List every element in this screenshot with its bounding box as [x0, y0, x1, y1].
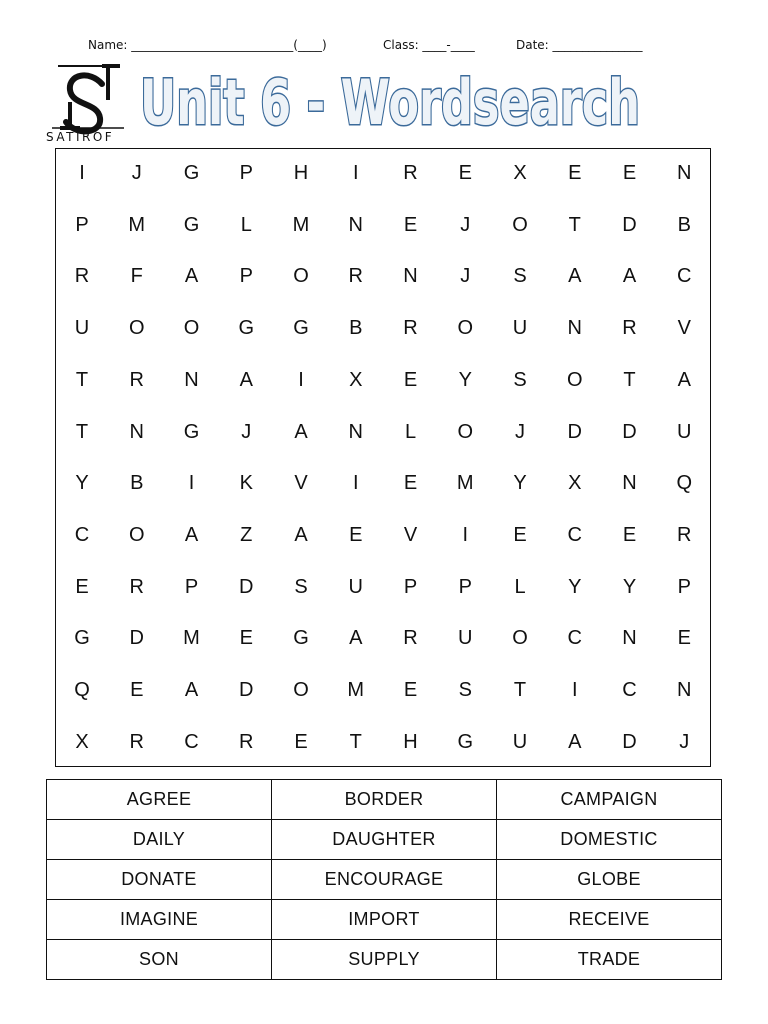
grid-letter[interactable]: O [457, 317, 474, 340]
word-list-item: SON [47, 940, 272, 980]
grid-letter[interactable]: O [566, 368, 583, 391]
grid-letter[interactable]: T [75, 420, 89, 443]
grid-letter[interactable]: P [184, 575, 199, 598]
grid-letter[interactable]: A [184, 679, 199, 701]
grid-letter[interactable]: E [75, 575, 89, 598]
grid-letter[interactable]: E [568, 162, 582, 184]
grid-letter[interactable]: Z [240, 523, 253, 546]
grid-letter[interactable]: X [513, 162, 527, 184]
grid-letter[interactable]: I [352, 162, 359, 184]
grid-letter[interactable]: E [622, 162, 637, 184]
grid-letter[interactable]: A [239, 368, 253, 391]
grid-letter[interactable]: E [294, 730, 308, 753]
grid-letter[interactable]: N [348, 213, 363, 236]
grid-letter[interactable]: O [512, 213, 528, 236]
grid-letter[interactable]: E [130, 679, 144, 701]
grid-letter[interactable]: X [568, 472, 582, 495]
grid-letter[interactable]: G [457, 730, 474, 753]
grid-letter[interactable]: A [568, 265, 582, 288]
grid-letter[interactable]: D [622, 730, 637, 753]
grid-letter[interactable]: P [677, 575, 691, 598]
word-list-item: ENCOURAGE [272, 860, 497, 900]
grid-letter[interactable]: N [403, 265, 418, 288]
grid-letter[interactable]: O [457, 420, 474, 443]
grid-letter[interactable]: A [294, 523, 308, 546]
grid-letter[interactable]: J [515, 420, 525, 443]
grid-letter[interactable]: L [514, 575, 526, 598]
grid-letter[interactable]: A [184, 523, 199, 546]
grid-letter[interactable]: U [677, 420, 692, 443]
grid-letter[interactable]: D [129, 627, 144, 650]
grid-letter[interactable]: S [513, 265, 527, 288]
grid-letter[interactable]: E [513, 523, 527, 546]
grid-letter[interactable]: N [677, 162, 692, 184]
grid-letter[interactable]: N [622, 472, 637, 495]
page-title [136, 62, 656, 142]
grid-letter[interactable]: G [183, 420, 200, 443]
grid-letter[interactable]: R [403, 627, 418, 650]
grid-letter[interactable]: G [293, 627, 309, 650]
grid-letter[interactable]: E [403, 213, 418, 236]
word-list-row [47, 820, 722, 860]
word-list-item: IMPORT [272, 900, 497, 940]
grid-letter[interactable]: D [239, 575, 254, 598]
grid-letter[interactable]: T [568, 213, 581, 236]
word-list-table [46, 779, 722, 980]
wordsearch-grid [55, 148, 711, 767]
word-list-item: CAMPAIGN [497, 780, 722, 820]
grid-letter[interactable]: R [74, 265, 90, 288]
grid-letter[interactable]: P [458, 575, 472, 598]
grid-letter[interactable]: M [347, 679, 365, 701]
grid-letter[interactable]: V [403, 523, 418, 546]
grid-letter[interactable]: A [677, 368, 691, 391]
logo-caption: SATIROF [46, 130, 115, 144]
grid-letter[interactable]: I [352, 472, 359, 495]
grid-letter[interactable]: D [622, 213, 637, 236]
word-list-row [47, 900, 722, 940]
grid-letter[interactable]: U [512, 317, 528, 340]
grid-letter[interactable]: D [239, 679, 254, 701]
grid-letter[interactable]: O [128, 317, 145, 340]
grid-letter[interactable]: H [403, 730, 418, 753]
grid-letter[interactable]: R [677, 523, 692, 546]
grid-letter[interactable]: E [239, 627, 253, 650]
grid-letter[interactable]: M [128, 213, 146, 236]
grid-letter[interactable]: V [677, 317, 691, 340]
grid-letter[interactable]: O [293, 679, 309, 701]
name-field-label: Name: ___________________________(____) [88, 38, 327, 52]
word-list-item: RECEIVE [497, 900, 722, 940]
grid-letter[interactable]: E [677, 627, 691, 650]
grid-letter[interactable]: L [240, 213, 252, 236]
class-field-label: Class: ____-____ [383, 38, 475, 52]
grid-letter[interactable]: R [622, 317, 637, 340]
date-field-label: Date: _______________ [516, 38, 643, 52]
grid-letter[interactable]: E [403, 368, 418, 391]
grid-letter[interactable]: M [292, 213, 310, 236]
grid-letter[interactable]: H [293, 162, 309, 184]
grid-letter[interactable]: B [349, 317, 363, 340]
grid-letter[interactable]: E [403, 472, 418, 495]
word-list-item: DOMESTIC [497, 820, 722, 860]
word-list-item: SUPPLY [272, 940, 497, 980]
grid-letter[interactable]: L [404, 420, 417, 443]
grid-letter[interactable]: A [294, 420, 308, 443]
word-list-item: DAILY [47, 820, 272, 860]
grid-letter[interactable]: I [462, 523, 469, 546]
grid-letter[interactable]: T [513, 679, 527, 701]
word-list-row [47, 860, 722, 900]
grid-letter[interactable]: N [677, 679, 692, 701]
grid-letter[interactable]: B [130, 472, 144, 495]
student-info-header [88, 38, 688, 58]
grid-letter[interactable]: U [74, 317, 90, 340]
grid-letter[interactable]: E [458, 162, 472, 184]
grid-letter[interactable]: E [349, 523, 363, 546]
grid-letter[interactable]: R [239, 730, 254, 753]
grid-letter[interactable]: P [239, 265, 253, 288]
grid-letter[interactable]: C [567, 627, 582, 650]
grid-letter[interactable]: F [130, 265, 143, 288]
word-list-item: DAUGHTER [272, 820, 497, 860]
word-list-item: BORDER [272, 780, 497, 820]
grid-letter[interactable]: T [349, 730, 362, 753]
grid-letter[interactable]: Q [676, 472, 693, 495]
grid-letter[interactable]: A [349, 627, 363, 650]
grid-letter[interactable]: M [456, 472, 474, 495]
grid-letter[interactable]: R [129, 575, 144, 598]
grid-letter[interactable]: S [294, 575, 308, 598]
grid-letter[interactable]: K [239, 472, 253, 495]
grid-letter[interactable]: U [348, 575, 363, 598]
grid-letter[interactable]: J [679, 730, 690, 753]
grid-letter[interactable]: M [183, 627, 200, 650]
grid-letter[interactable]: G [293, 317, 309, 340]
grid-letter[interactable]: Y [513, 472, 527, 495]
grid-letter[interactable]: V [294, 472, 308, 495]
grid-letter[interactable]: T [75, 368, 89, 391]
grid-letter[interactable]: J [460, 265, 471, 288]
grid-letter[interactable]: O [293, 265, 309, 288]
grid-letter[interactable]: I [571, 679, 578, 701]
grid-letter[interactable]: S [458, 679, 472, 701]
grid-letter[interactable]: G [183, 213, 200, 236]
grid-letter[interactable]: N [348, 420, 363, 443]
grid-letter[interactable]: G [74, 627, 90, 650]
grid-letter[interactable]: E [403, 679, 418, 701]
grid-letter[interactable]: C [74, 523, 90, 546]
grid-letter[interactable]: S [513, 368, 527, 391]
grid-letter[interactable]: Y [458, 368, 472, 391]
grid-letter[interactable]: R [129, 730, 144, 753]
grid-letter[interactable]: A [622, 265, 637, 288]
grid-letter[interactable]: I [188, 472, 195, 495]
grid-letter[interactable]: N [567, 317, 582, 340]
grid-letter[interactable]: T [623, 368, 636, 391]
word-list-item: DONATE [47, 860, 272, 900]
page-title-text: Unit 6 - Wordsearch [140, 66, 640, 139]
grid-letter[interactable]: I [79, 162, 85, 184]
grid-letter[interactable]: J [460, 213, 471, 236]
grid-letter[interactable]: P [75, 213, 89, 236]
grid-letter[interactable]: A [568, 730, 582, 753]
grid-letter[interactable]: C [567, 523, 582, 546]
grid-letter[interactable]: R [403, 162, 418, 184]
grid-letter[interactable]: U [512, 730, 528, 753]
grid-letter[interactable]: N [184, 368, 199, 391]
word-list-row [47, 940, 722, 980]
grid-letter[interactable]: G [238, 317, 255, 340]
grid-letter[interactable]: Y [75, 472, 89, 495]
grid-letter[interactable]: C [622, 679, 637, 701]
grid-letter[interactable]: C [677, 265, 692, 288]
grid-letter[interactable]: C [184, 730, 199, 753]
grid-letter[interactable]: R [129, 368, 144, 391]
grid-letter[interactable]: X [349, 368, 363, 391]
grid-letter[interactable]: I [298, 368, 304, 391]
word-list-item: AGREE [47, 780, 272, 820]
grid-letter[interactable]: X [75, 730, 89, 753]
grid-letter[interactable]: G [183, 162, 200, 184]
grid-letter[interactable]: P [239, 162, 253, 184]
grid-letter[interactable]: R [403, 317, 418, 340]
grid-letter[interactable]: D [567, 420, 582, 443]
grid-letter[interactable]: B [677, 213, 691, 236]
grid-letter[interactable]: Q [74, 679, 90, 701]
word-list-item: GLOBE [497, 860, 722, 900]
grid-letter[interactable]: Y [568, 575, 582, 598]
grid-letter[interactable]: D [622, 420, 637, 443]
word-list-item: TRADE [497, 940, 722, 980]
grid-letter[interactable]: O [183, 317, 200, 340]
grid-letter[interactable]: N [129, 420, 144, 443]
grid-letter[interactable]: O [512, 627, 528, 650]
grid-letter[interactable]: U [458, 627, 473, 650]
grid-letter[interactable]: Y [622, 575, 637, 598]
grid-letter[interactable]: J [241, 420, 252, 443]
grid-letter[interactable]: P [403, 575, 418, 598]
grid-letter[interactable]: O [128, 523, 145, 546]
grid-letter[interactable]: E [622, 523, 637, 546]
grid-letter[interactable]: A [184, 265, 199, 288]
grid-letter[interactable]: R [348, 265, 363, 288]
word-list-item: IMAGINE [47, 900, 272, 940]
grid-letter[interactable]: N [622, 627, 637, 650]
word-list-row [47, 780, 722, 820]
grid-letter[interactable]: J [131, 162, 142, 184]
